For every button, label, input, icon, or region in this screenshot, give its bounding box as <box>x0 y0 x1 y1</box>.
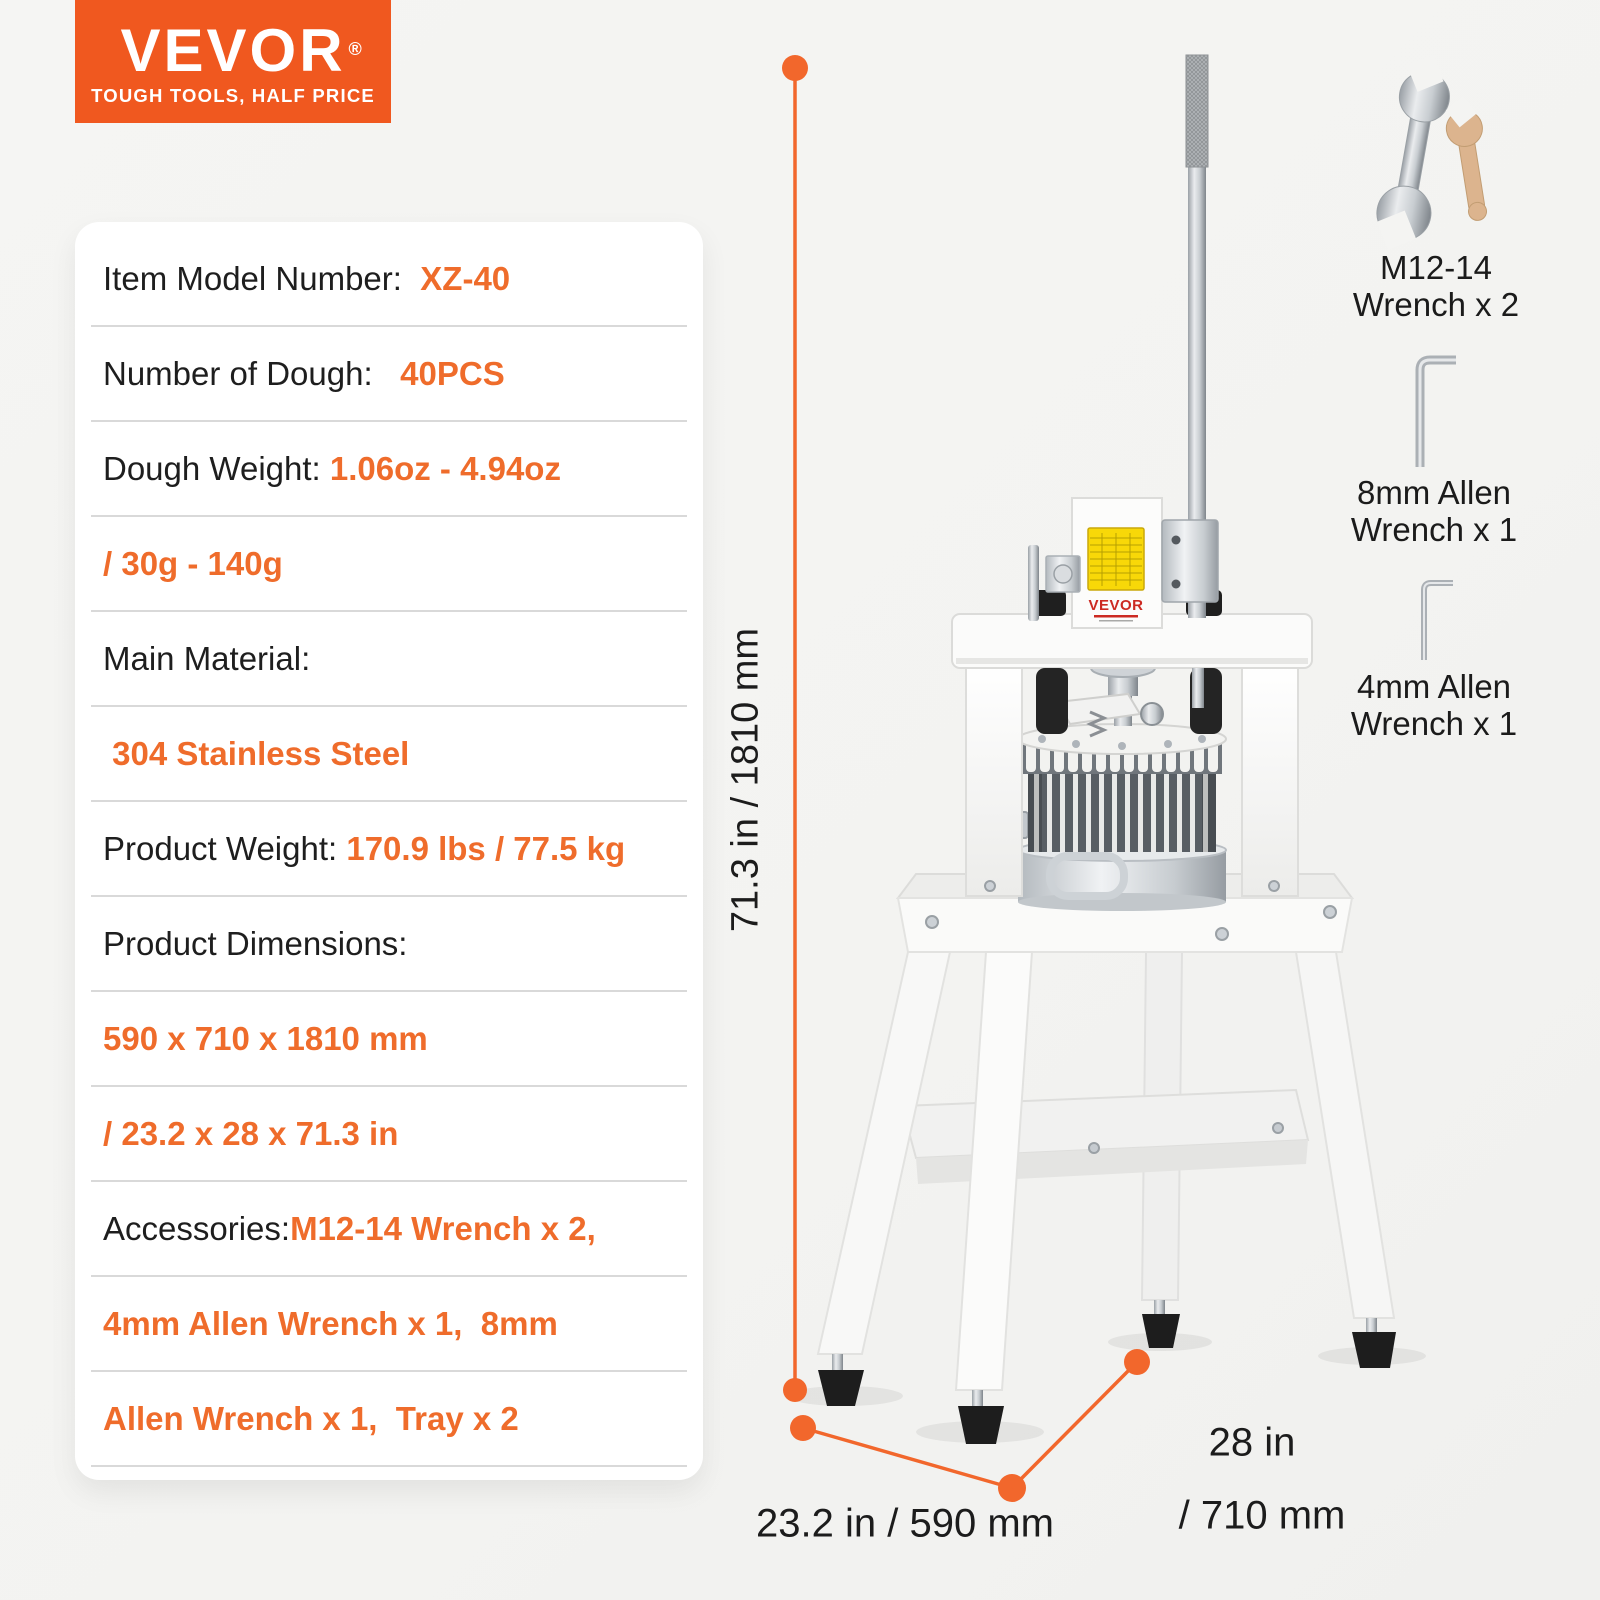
spec-label: Number of Dough: <box>103 354 373 392</box>
rod-clamp <box>1162 520 1218 602</box>
handle-grip <box>1186 55 1208 167</box>
spec-label: Product Weight: <box>103 829 347 867</box>
8mm-allen-wrench-label-line1: 8mm Allen <box>1356 474 1512 511</box>
floor-shadows <box>787 1333 1426 1443</box>
machine-plate-brand: VEVOR <box>1088 597 1144 614</box>
registered-mark: ® <box>348 38 365 59</box>
m12-14-wrench-label <box>1353 249 1519 323</box>
press-roller <box>1141 703 1163 725</box>
brand-tagline: TOUGH TOOLS, HALF PRICE <box>91 84 375 106</box>
spec-value: Allen Wrench x 1, Tray x 2 <box>103 1399 519 1437</box>
m12-14-wrench-label-line2: Wrench x 2 <box>1352 286 1520 323</box>
4mm-allen-wrench-label-line2: Wrench x 1 <box>1350 705 1518 742</box>
spec-value: / 30g - 140g <box>103 544 283 582</box>
stand-shelf <box>902 1090 1308 1184</box>
spec-label: Accessories: <box>103 1209 291 1247</box>
stand-right-leg <box>1296 952 1396 1368</box>
stand-front-leg <box>956 952 1032 1444</box>
hanging-bumper-left <box>1036 668 1068 734</box>
spec-value: XZ-40 <box>401 259 511 297</box>
8mm-allen-wrench-icon <box>1420 360 1456 467</box>
dough-divider-machine <box>787 55 1426 1444</box>
spec-label: Product Dimensions: <box>103 924 408 962</box>
8mm-allen-wrench-label <box>1351 474 1517 548</box>
spec-label: Dough Weight: <box>103 449 330 487</box>
depth-dimension-label-line1: 28 in <box>1208 1420 1296 1465</box>
spec-value: M12-14 Wrench x 2, <box>290 1209 596 1247</box>
spec-label: Main Material: <box>103 639 311 677</box>
division-chart-sticker <box>1088 528 1144 590</box>
height-dimension-label: 71.3 in / 1810 mm <box>724 627 767 933</box>
spec-value: 170.9 lbs / 77.5 kg <box>346 829 626 867</box>
handle-rod <box>1186 55 1208 708</box>
spec-value: 40PCS <box>372 354 505 392</box>
width-dimension-label: 23.2 in / 590 mm <box>756 1501 1054 1546</box>
4mm-allen-wrench-label <box>1351 668 1517 742</box>
m12-14-wrench-small <box>1442 94 1497 223</box>
depth-dimension-label-line2: / 710 mm <box>1178 1493 1346 1538</box>
4mm-allen-wrench-label-line1: 4mm Allen <box>1356 668 1512 705</box>
spec-value: 590 x 710 x 1810 mm <box>103 1019 428 1057</box>
dimension-depth-line <box>1012 1349 1150 1488</box>
4mm-allen-wrench-icon <box>1424 583 1453 660</box>
m12-14-wrench-label-line1: M12-14 <box>1380 249 1492 286</box>
divider-drum <box>1018 724 1226 852</box>
spec-label: Item Model Number: <box>103 259 402 297</box>
brand-name: VEVOR <box>120 16 346 84</box>
spec-value: 4mm Allen Wrench x 1, 8mm <box>103 1304 558 1342</box>
8mm-allen-wrench-label-line2: Wrench x 1 <box>1350 511 1518 548</box>
spec-value: 304 Stainless Steel <box>103 734 410 772</box>
dimension-height-line <box>782 55 808 1402</box>
guide-pin-left <box>1028 545 1039 621</box>
spec-value: / 23.2 x 28 x 71.3 in <box>103 1114 399 1152</box>
spec-value: 1.06oz - 4.94oz <box>329 449 561 487</box>
m12-14-wrench-icon <box>1371 50 1497 255</box>
